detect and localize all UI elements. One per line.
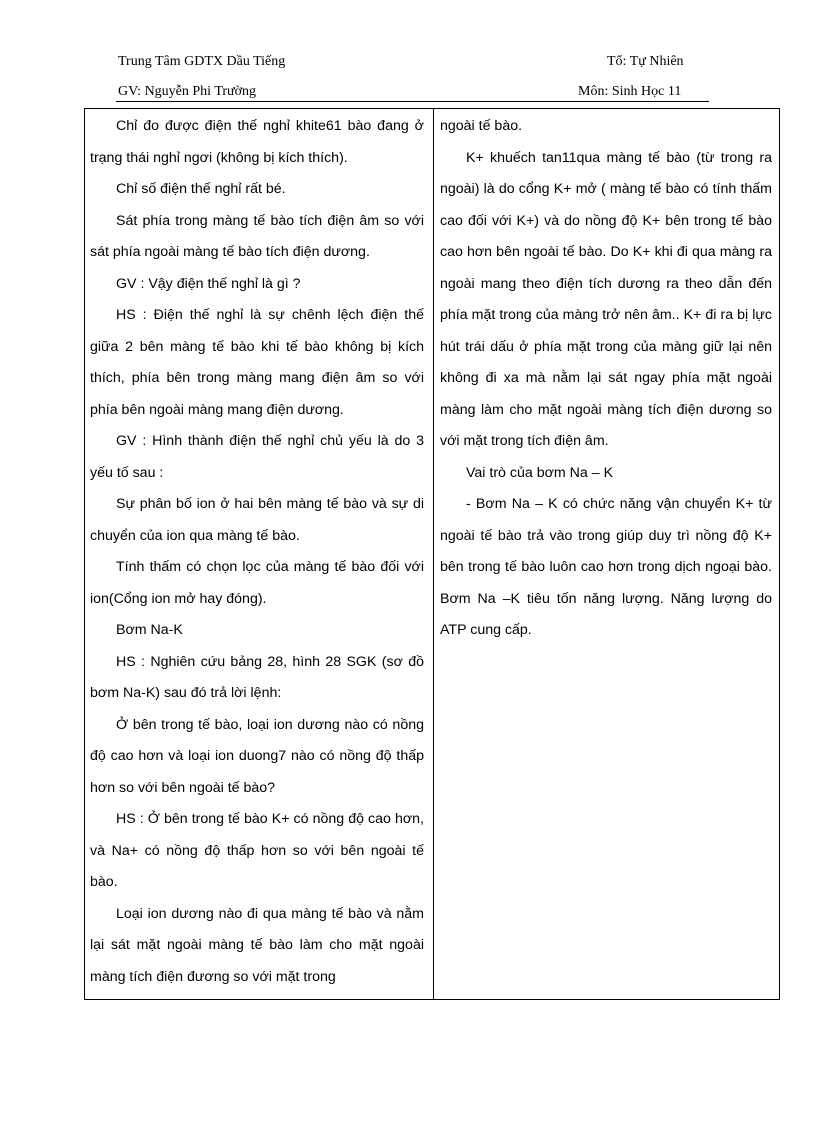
paragraph: Chỉ đo được điện thế nghỉ khite61 bào đang ở trạng thái nghỉ ngơi (không bị kích thích). xyxy=(90,118,424,166)
paragraph: K+ khuếch tan11qua màng tế bào (từ trong ra ngoài) là do cổng K+ mở ( màng tế bào có tính thấm cao đối với K+) và do nồng độ K+ bên trong tế bào cao hơn bên ngoài tế bào. Do K+ khi đi qua màng ra ngoài mang theo điện tích dương ra theo dẫn đến phía mặt trong của màng trở nên âm.. K+ đi ra bị lực hút trái dấu ở phía mặt trong của màng giữ lại nên không đi xa mà nằm lại sát ngay phía mặt ngoài màng làm cho mặt ngoài màng tích điện dương so với mặt trong tích điện âm. xyxy=(440,149,772,449)
paragraph: GV : Hình thành điện thế nghỉ chủ yếu là do 3 yếu tố sau : xyxy=(90,433,424,481)
paragraph: Bơm Na-K xyxy=(116,622,183,638)
header-teacher-name: GV: Nguyễn Phi Trường xyxy=(118,84,257,99)
header-group-name: Tổ: Tự Nhiên xyxy=(607,54,684,69)
paragraph-continuation: ngoài tế bào. xyxy=(440,118,523,134)
paragraph: Sát phía trong màng tế bào tích điện âm so với sát phía ngoài màng tế bào tích điện dương. xyxy=(90,212,424,260)
paragraph: Loại ion dương nào đi qua màng tế bào và nằm lại sát mặt ngoài màng tế bào làm cho mặt ngoài màng tích điện đương so với mặt trong xyxy=(90,905,424,985)
paragraph: Sự phân bố ion ở hai bên màng tế bào và sự di chuyển của ion qua màng tế bào. xyxy=(90,496,424,544)
paragraph: Ở bên trong tế bào, loại ion dương nào có nồng độ cao hơn và loại ion duong7 nào có nồng độ thấp hơn so với bên ngoài tế bào? xyxy=(90,716,424,796)
lesson-table xyxy=(84,108,780,1000)
paragraph: Chỉ số điện thế nghỉ rất bé. xyxy=(116,181,286,197)
header-rule xyxy=(116,101,709,102)
paragraph: HS : Điện thế nghỉ là sự chênh lệch điện thế giữa 2 bên màng tế bào khi tế bào không bị kích thích, phía bên trong màng mang điện âm so với phía bên ngoài màng mang điện dương. xyxy=(90,307,424,418)
paragraph: GV : Vậy điện thế nghỉ là gì ? xyxy=(116,275,301,292)
header-subject-name: Môn: Sinh Học 11 xyxy=(578,84,682,99)
paragraph: - Bơm Na – K có chức năng vận chuyển K+ từ ngoài tế bào trả vào trong giúp duy trì nồng độ K+ bên trong tế bào luôn cao hơn trong dịch ngoại bào. Bơm Na –K tiêu tốn năng lượng. Năng lượng do ATP cung cấp. xyxy=(440,496,772,638)
paragraph-heading: Vai trò của bơm Na – K xyxy=(466,464,614,481)
paragraph: HS : Ở bên trong tế bào K+ có nồng độ cao hơn, và Na+ có nồng độ thấp hơn so với bên ngoài tế bào. xyxy=(90,811,424,890)
header-center-name: Trung Tâm GDTX Dầu Tiếng xyxy=(118,54,286,69)
column-divider xyxy=(433,109,434,999)
right-column xyxy=(440,111,772,647)
left-column xyxy=(90,111,424,993)
paragraph: Tính thấm có chọn lọc của màng tế bào đối với ion(Cổng ion mở hay đóng). xyxy=(90,559,424,607)
paragraph: HS : Nghiên cứu bảng 28, hình 28 SGK (sơ đồ bơm Na-K) sau đó trả lời lệnh: xyxy=(90,653,424,701)
